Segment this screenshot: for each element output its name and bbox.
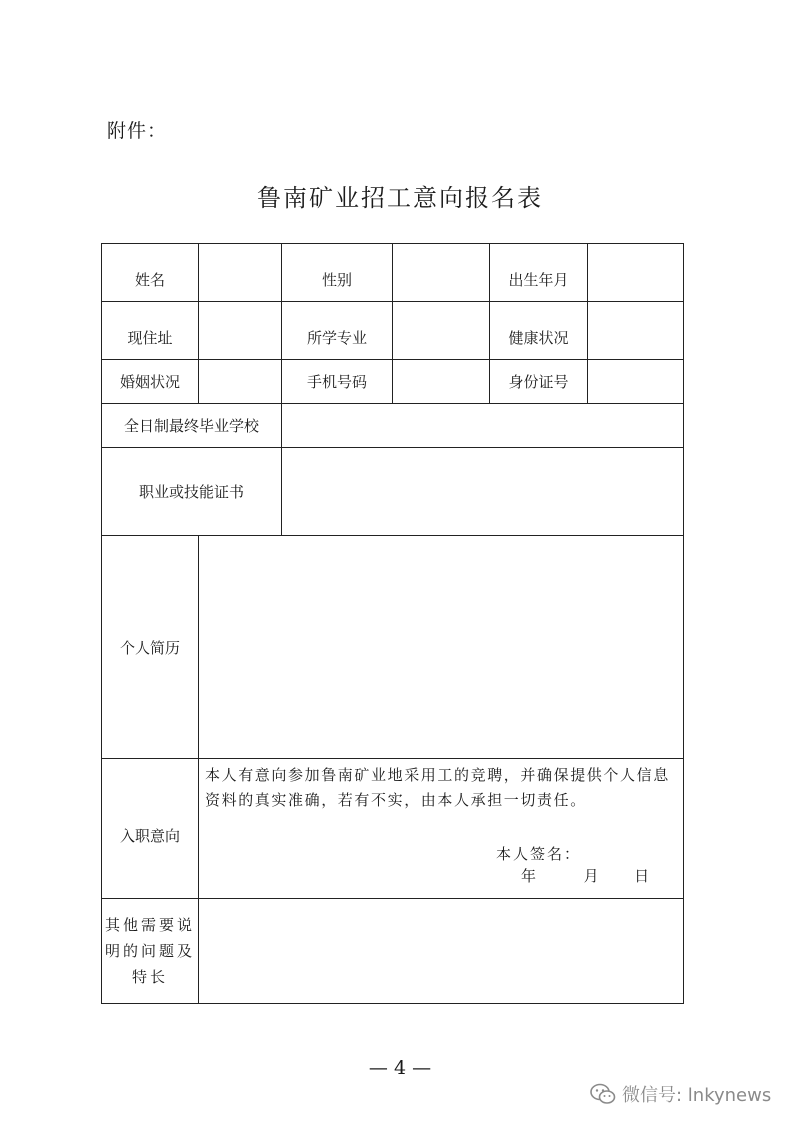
- phone-field[interactable]: [393, 360, 490, 404]
- resume-field[interactable]: [199, 536, 684, 759]
- attachment-label: 附件：: [107, 120, 168, 142]
- date-day-label: 日: [634, 867, 650, 885]
- name-label: 姓名: [102, 244, 199, 302]
- form-title: 鲁南矿业招工意向报名表: [257, 184, 543, 212]
- page-number: — 4 —: [368, 1057, 432, 1079]
- intent-statement: 本人有意向参加鲁南矿业地采用工的竞聘，并确保提供个人信息资料的真实准确，若有不实，由本人承担一切责任。: [205, 766, 670, 809]
- major-label: 所学专业: [282, 302, 393, 360]
- certificate-label: 职业或技能证书: [102, 448, 282, 536]
- address-field[interactable]: [199, 302, 282, 360]
- watermark-text: 微信号: lnkynews: [622, 1085, 772, 1106]
- health-label: 健康状况: [490, 302, 588, 360]
- signature-label: 本人签名：: [496, 845, 582, 863]
- employment-intent-cell: [199, 759, 684, 899]
- other-notes-field[interactable]: [199, 899, 684, 1004]
- gender-field[interactable]: [393, 244, 490, 302]
- id-number-label: 身份证号: [490, 360, 588, 404]
- birth-date-field[interactable]: [588, 244, 684, 302]
- date-year-label: 年: [521, 867, 537, 885]
- wechat-watermark: [590, 1081, 771, 1107]
- other-notes-label-line-3: 特长: [131, 968, 168, 986]
- employment-intent-label: 入职意向: [102, 759, 199, 899]
- other-notes-label-line-2: 明的问题及: [104, 942, 195, 960]
- name-field[interactable]: [199, 244, 282, 302]
- major-field[interactable]: [393, 302, 490, 360]
- birth-date-label: 出生年月: [490, 244, 588, 302]
- wechat-icon: [590, 1083, 616, 1105]
- marital-status-field[interactable]: [199, 360, 282, 404]
- signature-date: [521, 865, 649, 886]
- other-notes-label-line-1: 其他需要说: [104, 916, 195, 934]
- gender-label: 性别: [282, 244, 393, 302]
- marital-status-label: 婚姻状况: [102, 360, 199, 404]
- address-label: 现住址: [102, 302, 199, 360]
- certificate-field[interactable]: [282, 448, 684, 536]
- id-number-field[interactable]: [588, 360, 684, 404]
- school-label: 全日制最终毕业学校: [102, 404, 282, 448]
- registration-form-table: [101, 243, 684, 1004]
- date-month-label: 月: [583, 867, 599, 885]
- resume-label: 个人简历: [102, 536, 199, 759]
- health-field[interactable]: [588, 302, 684, 360]
- school-field[interactable]: [282, 404, 684, 448]
- other-notes-label: [102, 899, 199, 1004]
- phone-label: 手机号码: [282, 360, 393, 404]
